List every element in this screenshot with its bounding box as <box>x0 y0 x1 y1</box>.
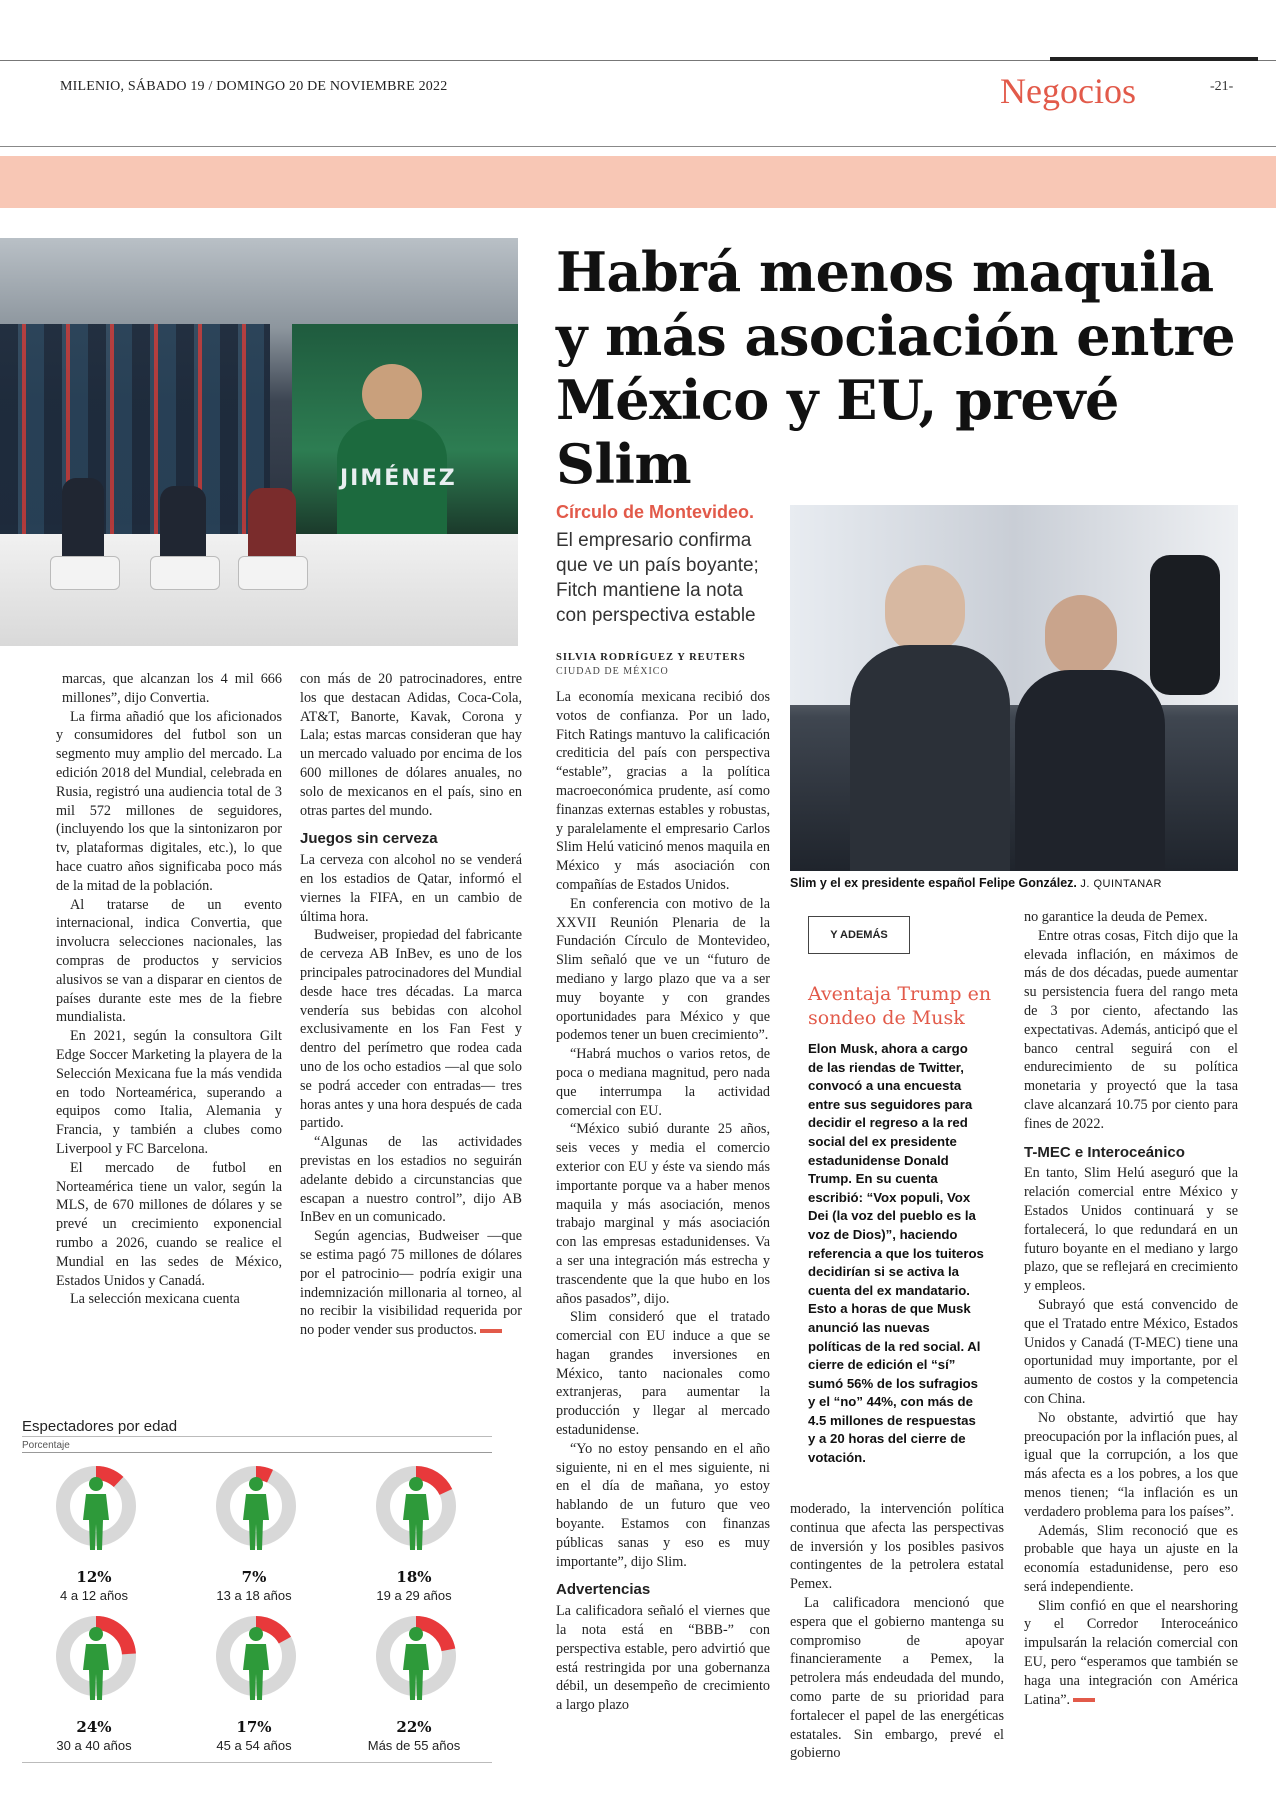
paragraph: moderado, la intervención política continua que afecta las perspectivas de inversión y los posibles pasivos contingentes de la petrolera estatal Pemex. <box>790 1501 1004 1593</box>
header-accent-rule <box>1050 57 1258 61</box>
page-number: -21- <box>1210 79 1234 94</box>
paragraph: El mercado de futbol en Norteamérica tiene un valor, según la MLS, de 670 millones de dólares y se prevé un crecimiento exponencial rumbo a 2026, cuando se realice el Mundial en las sedes de México, Estados Unidos y Canadá. <box>56 1159 282 1289</box>
dek: El empresario confirma que ve un país boyante; Fitch mantiene la nota con perspectiva estable <box>556 530 759 626</box>
paragraph: Al tratarse de un evento internacional, indica Convertia, que involucra selecciones nacionales, las compras de productos y servicios alusivos se van a disparar en cientos de países durante este mes de la fiebre mundialista. <box>56 896 282 1026</box>
donut-chart <box>214 1460 298 1560</box>
donut-cell <box>194 1610 354 1760</box>
player-head-shape <box>362 364 422 424</box>
paragraph-text: Según agencias, Budweiser —que se estima pagó 75 millones de dólares por el patrocinio— podría exigir una indemnización millonaria al torneo, al no recibir la visibilidad requerida por no poder vender sus productos. <box>300 1228 522 1339</box>
donut-age-label: 13 a 18 años <box>216 1588 292 1603</box>
donut-percent-label: 18% <box>396 1568 432 1586</box>
headline: Habrá menos maquila y más asociación entre México y EU, prevé Slim <box>556 240 1236 496</box>
chart-title: Espectadores por edad <box>22 1418 178 1435</box>
paragraph: La selección mexicana cuenta <box>70 1291 240 1308</box>
section-name: Negocios <box>1000 71 1136 111</box>
donut-percent-label: 7% <box>241 1568 267 1586</box>
left-story-col2 <box>300 670 522 1340</box>
paragraph: La economía mexicana recibió dos votos de confianza. Por un lado, Fitch Ratings mantuvo la calificación crediticia del país con perspectiva “estable”, gracias a la política macroeconómica prudente, así como finanzas externas estables y robustas, y paralelamente el empresario Carlos Slim Helú vaticinó menos maquila en México y más asociación con compañías de Estados Unidos. <box>556 689 770 893</box>
slim-head-shape <box>885 565 965 655</box>
paragraph: En conferencia con motivo de la XXVII Reunión Plenaria de la Fundación Círculo de Montevideo, Slim señaló que ve un “futuro de mediano y largo plazo que va a ser muy boyante y con grandes oportunidades para México y que podemos tener un buen crecimiento”. <box>556 895 770 1044</box>
donut-age-label: 45 a 54 años <box>216 1738 292 1753</box>
gonzalez-body-shape <box>1015 670 1165 871</box>
paragraph: no garantice la deuda de Pemex. <box>1024 909 1208 925</box>
paragraph: Además, Slim reconoció que es probable que haya un ajuste en la economía estadunidense, pero eso será independiente. <box>1024 1522 1238 1595</box>
dateline: MILENIO, SÁBADO 19 / DOMINGO 20 DE NOVIEMBRE 2022 <box>60 79 448 94</box>
dateline-place: CIUDAD DE MÉXICO <box>556 666 669 677</box>
paragraph: No obstante, advirtió que hay preocupación por la inflación pues, al igual que la corrupción, a los que más afecta es a los pobres, a los que menos tienen; “la inflación es un verdadero problema para los países”. <box>1024 1409 1238 1520</box>
end-mark <box>480 1329 502 1333</box>
person-figure-head <box>89 1627 103 1641</box>
paragraph-text: Slim confió en que el nearshoring y el Corredor Interoceánico impulsarán la relación comercial con EU, pero “esperamos que también se haga una integración con América Latina”. <box>1024 1597 1238 1708</box>
donut-percent-label: 12% <box>76 1568 112 1586</box>
donut-chart <box>374 1460 458 1560</box>
subheading: Juegos sin cerveza <box>300 830 438 848</box>
donut-cell <box>194 1460 354 1610</box>
paragraph: Budweiser, propiedad del fabricante de cerveza AB InBev, es uno de los principales patrocinadores del Mundial desde hace tres décadas. La marca vendería sus bebidas con alcohol exclusivamente en los Fan Fest y dentro del perímetro que rodea cada uno de los ocho estadios —al que solo se podrá acceder con entradas— tres horas antes y una hora después de cada partido. <box>300 927 522 1132</box>
chair-3 <box>238 556 308 590</box>
paragraph: La firma añadió que los aficionados y consumidores del futbol son un segmento muy amplio del mercado. La edición 2018 del Mundial, celebrada en Rusia, registró una audiencia total de 3 mil 572 millones de seguidores, (incluyendo los que la sintonizaron por tv, plataformas digitales, etc.), lo que hace cuatro años significaba poco más de la mitad de la población. <box>56 708 282 894</box>
chair-1 <box>50 556 120 590</box>
donut-chart <box>374 1610 458 1710</box>
slim-gonzalez-photo <box>790 505 1238 871</box>
slim-body-shape <box>850 645 1010 871</box>
y-ademas-box: Y ADEMÁS <box>808 916 910 954</box>
donut-age-label: 4 a 12 años <box>60 1588 128 1603</box>
screen-name: JIMÉNEZ <box>340 466 457 491</box>
person-figure-head <box>89 1477 103 1491</box>
person-figure-head <box>249 1477 263 1491</box>
chair-2 <box>150 556 220 590</box>
paragraph <box>1024 1597 1238 1710</box>
paragraph: Entre otras cosas, Fitch dijo que la elevada inflación, en máximos de más de dos décadas, puede aumentar su persistencia fuera del rango meta de 3 por ciento, afectando las expectativas. Además, anticipó que el banco central seguirá con el endurecimiento de su política monetaria y proyectó que la tasa clave alcanzará 10.75 por ciento para fines de 2022. <box>1024 927 1238 1132</box>
header-bottom-rule <box>0 146 1276 147</box>
donut-percent-label: 22% <box>396 1718 432 1736</box>
player-screen <box>292 324 518 534</box>
sponsor-wall <box>0 324 270 534</box>
paragraph: “Yo no estoy pensando en el año siguiente, ni en el mes siguiente, ni en el día de mañana, yo estoy hablando de un futuro que veo boyante. Estamos con finanzas públicas sanas y eso es muy importante”, dijo Slim. <box>556 1440 770 1570</box>
donut-age-label: 19 a 29 años <box>376 1588 452 1603</box>
sculpture-shape <box>1150 555 1220 695</box>
paragraph: con más de 20 patrocinadores, entre los que destacan Adidas, Coca-Cola, AT&T, Banorte, Kavak, Corona y Lala; estas marcas consideran que hay un mercado valuado por encima de los 600 millones de dólares anuales, no solo de mexicanos en el país, sino en otras partes del mundo. <box>300 671 522 819</box>
paragraph: marcas, que alcanzan los 4 mil 666 millones”, dijo Convertia. <box>62 671 282 706</box>
paragraph: La cerveza con alcohol no se venderá en los estadios de Qatar, informó el viernes la FIFA, en un cambio de última hora. <box>300 852 522 925</box>
paragraph: “Algunas de las actividades previstas en los estadios no seguirán adelante debido a circunstancias que escapan a nuestro control”, dijo AB InBev en un comunicado. <box>300 1134 522 1226</box>
donut-chart <box>214 1610 298 1710</box>
paragraph: La calificadora señaló el viernes que la nota está en “BBB-” con perspectiva estable, pero advirtió que está restringida por una gobernanza débil, un desempeño de crecimiento a largo plazo <box>556 1603 770 1714</box>
kicker: Círculo de Montevideo. <box>556 502 755 522</box>
donut-cell <box>34 1610 194 1760</box>
ad-band <box>0 156 1276 208</box>
paragraph: En tanto, Slim Helú aseguró que la relación comercial entre México y Estados Unidos continuará y se fortalecerá, lo que redundará en un futuro boyante en el mediano y largo plazo, que se reflejará en crecimiento y empleos. <box>1024 1165 1238 1295</box>
byline: SILVIA RODRÍGUEZ Y REUTERS <box>556 652 746 663</box>
donut-age-label: 30 a 40 años <box>56 1738 132 1753</box>
person-figure-head <box>249 1627 263 1641</box>
paragraph: “México subió durante 25 años, seis veces y media el comercio exterior con EU y éste va siendo más importante porque va a haber menos maquila y más asociación, menos trabajo marginal y más asociación con las empresas estadunidenses. Va a ser una integración más estrecha y trascendente que la que hubo en los años pasados”, dijo. <box>556 1121 770 1307</box>
sidebar-body: Elon Musk, ahora a cargo de las riendas de Twitter, convocó a una encuesta entre sus seguidores para decidir el regreso a la red social del ex presidente estadunidense Donald Trump. En su cuenta escribió: “Vox populi, Vox Dei (la voz del pueblo es la voz de Dios)”, haciendo referencia a que los tuiteros decidirían si se activa la cuenta del ex mandatario. Esto a horas de que Musk anunció las nuevas políticas de la red social. Al cierre de edición el “sí” sumó 56% de los sufragios y el “no” 44%, con más de 4.5 millones de respuestas y a 20 horas del cierre de votación. <box>808 1041 984 1466</box>
donut-age-label: Más de 55 años <box>367 1738 461 1753</box>
donut-cell <box>354 1610 514 1760</box>
main-col2-bottom <box>790 1500 1004 1763</box>
paragraph: Subrayó que está convencido de que el Tratado entre México, Estados Unidos y Canadá (T-MEC) tiene una oportunidad muy importante, por el aumento de costos y la competencia con China. <box>1024 1296 1238 1407</box>
paragraph: En 2021, según la consultora Gilt Edge Soccer Marketing la playera de la Selección Mexicana fue la más vendida en todo Norteamérica, superando a equipos como Italia, Alemania y Francia, y también a clubes como Liverpool y FC Barcelona. <box>56 1028 282 1157</box>
gonzalez-head-shape <box>1045 595 1117 677</box>
infographic-top-rule <box>22 1436 492 1437</box>
end-mark <box>1073 1698 1095 1702</box>
subheading: T-MEC e Interoceánico <box>1024 1143 1185 1161</box>
subheading: Advertencias <box>556 1581 651 1599</box>
person-figure-head <box>409 1477 423 1491</box>
paragraph <box>300 1227 522 1340</box>
donut-cell <box>34 1460 194 1610</box>
donut-percent-label: 17% <box>236 1718 272 1736</box>
donut-percent-label: 24% <box>76 1718 112 1736</box>
caption-credit: J. QUINTANAR <box>1080 878 1162 890</box>
donut-chart <box>54 1610 138 1710</box>
donut-cell <box>354 1460 514 1610</box>
sidebar-title: Aventaja Trump en sondeo de Musk <box>808 983 992 1029</box>
chart-subtitle: Porcentaje <box>22 1440 70 1451</box>
infographic-rule <box>22 1452 492 1453</box>
photo-caption <box>790 876 1162 890</box>
press-conference-photo <box>0 238 518 646</box>
infographic-bottom-rule <box>22 1762 492 1763</box>
caption-text: Slim y el ex presidente español Felipe González. <box>790 876 1077 890</box>
paragraph: Slim consideró que el tratado comercial con EU induce a que se hagan grandes inversiones en México, tanto nacionales como extranjeras, para aumentar la producción y llegar al mercado estadunidense. <box>556 1309 770 1439</box>
person-figure-head <box>409 1627 423 1641</box>
paragraph: “Habrá muchos o varios retos, de poca o mediana magnitud, pero nada que interrumpa la actividad comercial con EU. <box>556 1046 770 1119</box>
age-donut-grid <box>22 1460 492 1760</box>
donut-slice <box>256 1473 270 1476</box>
paragraph: La calificadora mencionó que espera que el gobierno mantenga su compromiso de apoyar financieramente a Pemex, la petrolera más endeudada del mundo, como parte de su prioridad para fortalecer el papel de las energéticas estatales. Sin embargo, prevé el gobierno <box>790 1594 1004 1762</box>
left-story-col1 <box>56 670 282 1309</box>
panelist-1 <box>62 478 104 568</box>
main-col3 <box>1024 908 1238 1709</box>
main-col1 <box>556 688 770 1715</box>
donut-chart <box>54 1460 138 1560</box>
